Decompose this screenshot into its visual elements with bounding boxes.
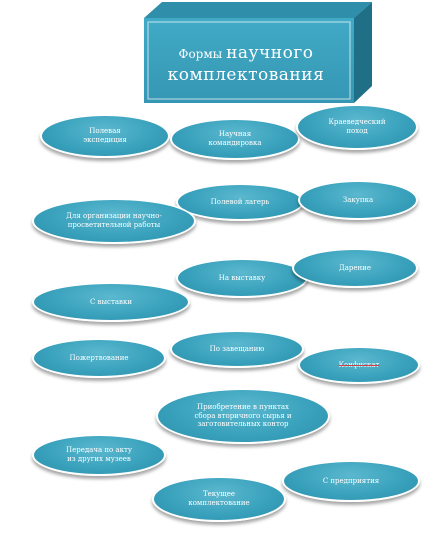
title-big: научного bbox=[226, 43, 314, 64]
node-purchase bbox=[298, 180, 418, 220]
node-recycling-points bbox=[156, 388, 330, 444]
node-educational-work bbox=[32, 198, 196, 244]
node-local-history-trip bbox=[296, 104, 418, 150]
node-label: Передача по акту из других музеев bbox=[65, 446, 133, 463]
node-label: Пожертвование bbox=[69, 353, 129, 362]
node-label: Полевая экспедиция bbox=[83, 127, 127, 144]
node-from-enterprise bbox=[282, 460, 420, 502]
title-box-side bbox=[354, 2, 372, 103]
node-field-camp bbox=[176, 183, 304, 221]
node-label: Закупка bbox=[342, 195, 374, 204]
title-box-top bbox=[144, 2, 372, 18]
node-field-expedition bbox=[40, 114, 170, 158]
node-confiscation bbox=[298, 346, 420, 384]
node-label: По завещанию bbox=[209, 344, 265, 353]
title-line2: комплектования bbox=[167, 65, 325, 85]
node-by-will bbox=[170, 330, 304, 368]
node-label: На выставку bbox=[218, 273, 266, 282]
node-current-acquisition bbox=[152, 476, 286, 522]
node-label: Дарение bbox=[339, 263, 371, 272]
node-label: Краеведческий поход bbox=[328, 118, 386, 135]
node-scientific-trip bbox=[170, 118, 300, 160]
page-title bbox=[146, 30, 346, 100]
node-label: Конфискат bbox=[338, 360, 380, 369]
node-label: Для организации научно- просветительной работы bbox=[66, 212, 162, 229]
title-prefix: Формы bbox=[178, 47, 223, 62]
title-box bbox=[0, 0, 436, 110]
node-label: Текущее комплектование bbox=[188, 490, 250, 507]
node-label: Приобретение в пунктах сбора вторичного сырья и заготовительных контор bbox=[194, 402, 292, 429]
node-contribution bbox=[32, 338, 166, 378]
node-to-exhibition bbox=[176, 258, 308, 298]
node-from-exhibition bbox=[32, 282, 190, 322]
node-label: Научная командировка bbox=[208, 130, 262, 147]
node-label: Полевой лагерь bbox=[210, 197, 270, 206]
node-label: С выставки bbox=[89, 297, 133, 306]
node-transfer-from-museums bbox=[32, 434, 166, 476]
node-label: С предприятия bbox=[322, 476, 380, 485]
node-donation-gift bbox=[292, 248, 418, 288]
